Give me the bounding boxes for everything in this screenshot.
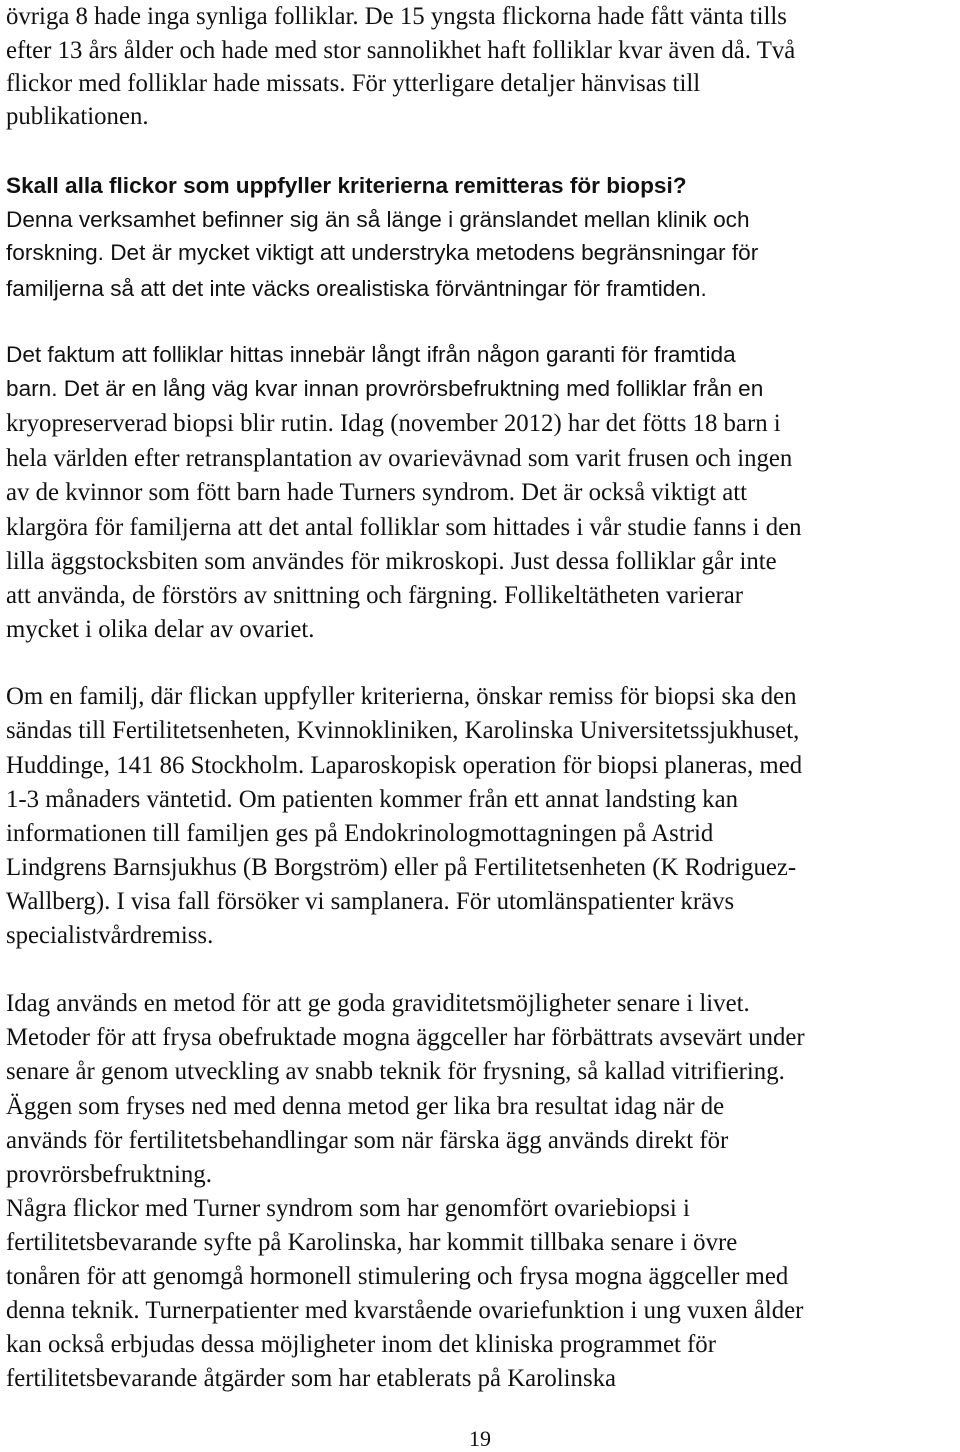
text-line: specialistvårdremiss. (6, 922, 214, 949)
text-line: informationen till familjen ges på Endokrinologmottagningen på Astrid (6, 820, 714, 847)
text-line: fertilitetsbevarande åtgärder som har etablerats på Karolinska (6, 1365, 617, 1392)
text-line: flickor med folliklar hade missats. För ytterligare detaljer hänvisas till (6, 70, 701, 97)
text-line: Det faktum att folliklar hittas innebär långt ifrån någon garanti för framtida (6, 342, 736, 367)
text-line: mycket i olika delar av ovariet. (6, 616, 315, 643)
text-line: Idag används en metod för att ge goda graviditetsmöjligheter senare i livet. (6, 990, 750, 1017)
text-line: hela världen efter retransplantation av ovarievävnad som varit frusen och ingen (6, 445, 793, 472)
text-line: barn. Det är en lång väg kvar innan provrörsbefruktning med folliklar från en (6, 376, 764, 401)
text-line: tonåren för att genomgå hormonell stimulering och frysa mogna äggceller med (6, 1263, 789, 1290)
text-line: Metoder för att frysa obefruktade mogna äggceller har förbättrats avsevärt under (6, 1024, 805, 1051)
text-line: forskning. Det är mycket viktigt att understryka metodens begränsningar för (6, 240, 759, 265)
section-heading: Skall alla flickor som uppfyller kriterierna remitteras för biopsi? (6, 173, 687, 198)
text-line: Lindgrens Barnsjukhus (B Borgström) eller på Fertilitetsenheten (K Rodriguez- (6, 854, 797, 881)
text-line: denna teknik. Turnerpatienter med kvarstående ovariefunktion i ung vuxen ålder (6, 1297, 804, 1324)
text-line: av de kvinnor som fött barn hade Turners syndrom. Det är också viktigt att (6, 479, 748, 506)
text-line: Några flickor med Turner syndrom som har genomfört ovariebiopsi i (6, 1195, 690, 1222)
text-line: kan också erbjudas dessa möjligheter inom det kliniska programmet för (6, 1331, 716, 1358)
text-line: efter 13 års ålder och hade med stor sannolikhet haft folliklar kvar även då. Två (6, 37, 796, 64)
text-line: övriga 8 hade inga synliga folliklar. De 15 yngsta flickorna hade fått vänta tills (6, 3, 787, 30)
text-line: provrörsbefruktning. (6, 1161, 212, 1188)
text-line: publikationen. (6, 103, 149, 130)
text-line: sändas till Fertilitetsenheten, Kvinnokliniken, Karolinska Universitetssjukhuset, (6, 717, 800, 744)
text-line: Huddinge, 141 86 Stockholm. Laparoskopisk operation för biopsi planeras, med (6, 752, 803, 779)
text-line: kryopreserverad biopsi blir rutin. Idag (november 2012) har det fötts 18 barn i (6, 410, 781, 437)
page-number: 19 (469, 1426, 491, 1451)
text-line: Äggen som fryses ned med denna metod ger lika bra resultat idag när de (6, 1093, 725, 1120)
text-line: fertilitetsbevarande syfte på Karolinska, har kommit tillbaka senare i övre (6, 1229, 738, 1256)
text-line: lilla äggstocksbiten som användes för mikroskopi. Just dessa folliklar går inte (6, 548, 777, 575)
text-line: familjerna så att det inte väcks orealistiska förväntningar för framtiden. (6, 276, 707, 301)
text-line: klargöra för familjerna att det antal folliklar som hittades i vår studie fanns i den (6, 514, 802, 541)
text-line: att använda, de förstörs av snittning och färgning. Follikeltätheten varierar (6, 582, 744, 609)
text-line: används för fertilitetsbehandlingar som när färska ägg används direkt för (6, 1127, 729, 1154)
text-line: Om en familj, där flickan uppfyller kriterierna, önskar remiss för biopsi ska den (6, 683, 797, 710)
text-line: Denna verksamhet befinner sig än så länge i gränslandet mellan klinik och (6, 207, 750, 232)
text-line: senare år genom utveckling av snabb teknik för frysning, så kallad vitrifiering. (6, 1058, 785, 1085)
text-line: 1-3 månaders väntetid. Om patienten kommer från ett annat landsting kan (6, 786, 738, 813)
text-line: Wallberg). I visa fall försöker vi samplanera. För utomlänspatienter krävs (6, 888, 735, 915)
